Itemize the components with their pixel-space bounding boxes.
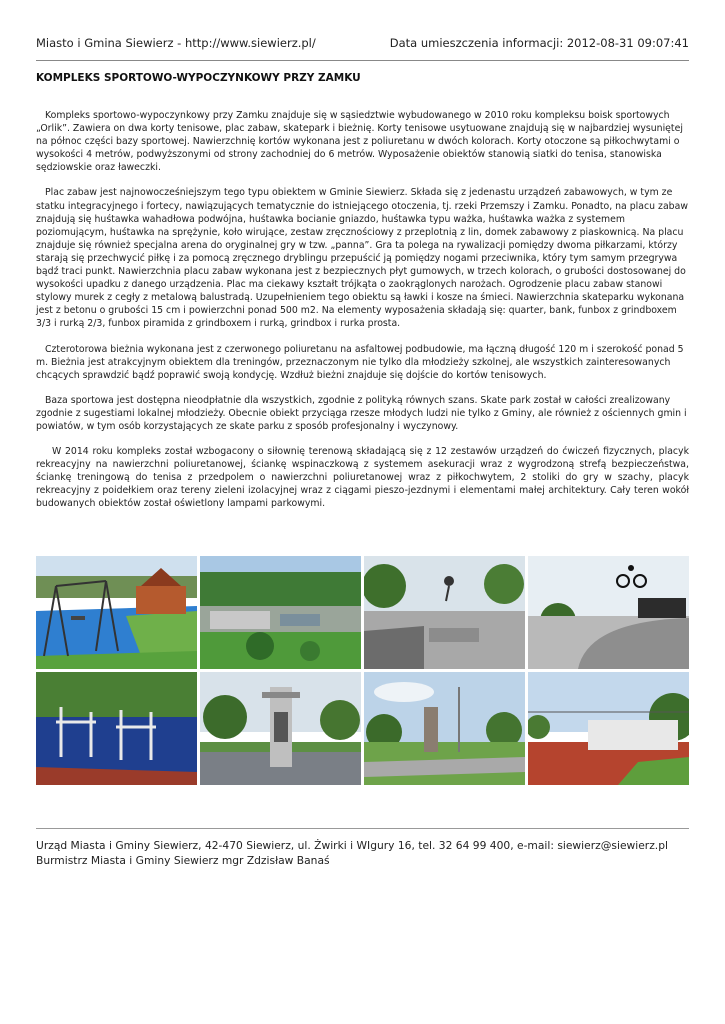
photo-outdoor-gym[interactable] — [36, 672, 197, 785]
photo-climbing-wall[interactable] — [364, 672, 525, 785]
paragraph-4: Baza sportowa jest dostępna nieodpłatnie dla wszystkich, zgodnie z polityką równych szans. Skate park został w całości zrealizowany zgodnie z sugestiami lokalnej młodzieży. Obecnie obiekt przyciąga rzesze młodych ludzi nie tylko z Gminy, ale również z ościennych gmin i powiatów, w tym osób korzystających ze skate parku z sposób profesjonalny i wyczynowy. — [36, 394, 687, 432]
photo-aerial-view[interactable] — [200, 556, 361, 669]
article-body — [36, 109, 689, 523]
photo-bmx-ramp[interactable] — [528, 556, 689, 669]
page-footer — [36, 838, 689, 868]
paragraph-5: W 2014 roku kompleks został wzbogacony o siłownię terenową składającą się z 12 zestawów urządzeń do ćwiczeń fizycznych, placyk rekreacyjny na nawierzchni poliuretanowej, ściankę wspinaczkową z systemem asekuracji wraz z wygrodzoną strefą bezpieczeństwa, ściankę treningową do tenisa z przedpolem o nawierzchni poliuretanowej wraz z piłkochwytem, 2 stoliki do gry w szachy, placyk rekreacyjny z poidełkiem oraz tereny zieleni izolacyjnej wraz z ciągami pieszo-jezdnymi i elementami małej architektury. Cały teren wokół budowanych obiektów został oświetlony lampami parkowymi. — [36, 446, 689, 510]
page-title: KOMPLEKS SPORTOWO-WYPOCZYNKOWY PRZY ZAMKU — [36, 72, 361, 84]
paragraph-2: Plac zabaw jest najnowocześniejszym tego typu obiektem w Gminie Siewierz. Składa się z jedenastu urządzeń zabawowych, w tym ze statku integracyjnego i fortecy, nawiązujących tematycznie do istniejącego otoczenia, tj. rzeki Przemszy i Zamku. Ponadto, na placu zabaw znajdują się huśtawka wahadłowa podwójna, huśtawka bocianie gniazdo, huśtawka typu ważka, huśtawka ważka z systemem poziomującym, huśtawka na sprężynie, koło wirujące, zestaw zręcznościowy z przeplotnią z lin, domek zabawowy z piaskownicą. Na placu znajduje się również specjalna arena do oryginalnej gry w tzw. „panna”. Gra ta polega na rywalizacji pomiędzy dwoma piłkarzami, którzy starają się przechwycić piłkę i za pomocą zręcznego dryblingu przepuścić ją pomiędzy nogami przeciwnika, który tym samym przegrywa bądź traci punkt. Nawierzchnia placu zabaw wykonana jest z bezpiecznych płyt gumowych, w trzech kolorach, o grubości dostosowanej do wysokości upadku z danego urządzenia. Plac ma ciekawy kształt trójkąta o zaokrąglonych narożach. Ogrodzenie placu zabaw stanowi stylowy murek z cegły z metalową balustradą. Uzupełnieniem tego obiektu są ławki i kosze na śmieci. Nawierzchnia skateparku wykonana jest z betonu o grubości 15 cm i powierzchni ponad 500 m2. Na elementy wyposażenia składają się: quarter, bank, funbox z grindboxem 3/3 i rurką 2/3, funbox piramida z grindboxem i rurką, grindbox i rurka prosta. — [36, 187, 688, 330]
site-link[interactable]: Miasto i Gmina Siewierz - http://www.siewierz.pl/ — [36, 36, 316, 50]
footer-divider — [36, 828, 689, 829]
photo-gym-station[interactable] — [200, 672, 361, 785]
publication-date: Data umieszczenia informacji: 2012-08-31 09:07:41 — [389, 36, 689, 50]
footer-mayor: Burmistrz Miasta i Gminy Siewierz mgr Zdzisław Banaś — [36, 854, 330, 867]
photo-tennis-wall[interactable] — [528, 672, 689, 785]
photo-gallery — [36, 556, 689, 785]
footer-contact: Urząd Miasta i Gminy Siewierz, 42-470 Siewierz, ul. Żwirki i WIgury 16, tel. 32 64 99 400, e-mail: siewierz@siewierz.pl — [36, 839, 668, 852]
photo-skatepark[interactable] — [364, 556, 525, 669]
page-header — [36, 36, 689, 50]
paragraph-1: Kompleks sportowo-wypoczynkowy przy Zamku znajduje się w sąsiedztwie wybudowanego w 2010 roku kompleksu boisk sportowych „Orlik”. Zawiera on dwa korty tenisowe, plac zabaw, skatepark i bieżnię. Korty tenisowe usytuowane znajdują się w najbardziej wysuniętej na północ części bazy sportowej. Nawierzchnię kortów wykonana jest z poliuretanu w dwóch kolorach. Korty otoczone są piłkochwytami o wysokości 4 metrów, podwyższonymi od strony zachodniej do 6 metrów. Wyposażenie obiektów stanowią siatki do tenisa, stanowiska sędziowskie oraz ławeczki. — [36, 110, 683, 174]
paragraph-3: Czterotorowa bieżnia wykonana jest z czerwonego poliuretanu na asfaltowej podbudowie, ma łączną długość 120 m i szerokość ponad 5 m. Bieżnia jest atrakcyjnym obiektem dla treningów, przeznaczonym nie tylko dla młodzieży szkolnej, ale wszystkich zainteresowanych chcących sprawdzić bądź poprawić swoją kondycję. Wzdłuż bieżni znajduje się dojście do kortów tenisowych. — [36, 343, 684, 381]
photo-playground[interactable] — [36, 556, 197, 669]
header-divider — [36, 60, 689, 61]
